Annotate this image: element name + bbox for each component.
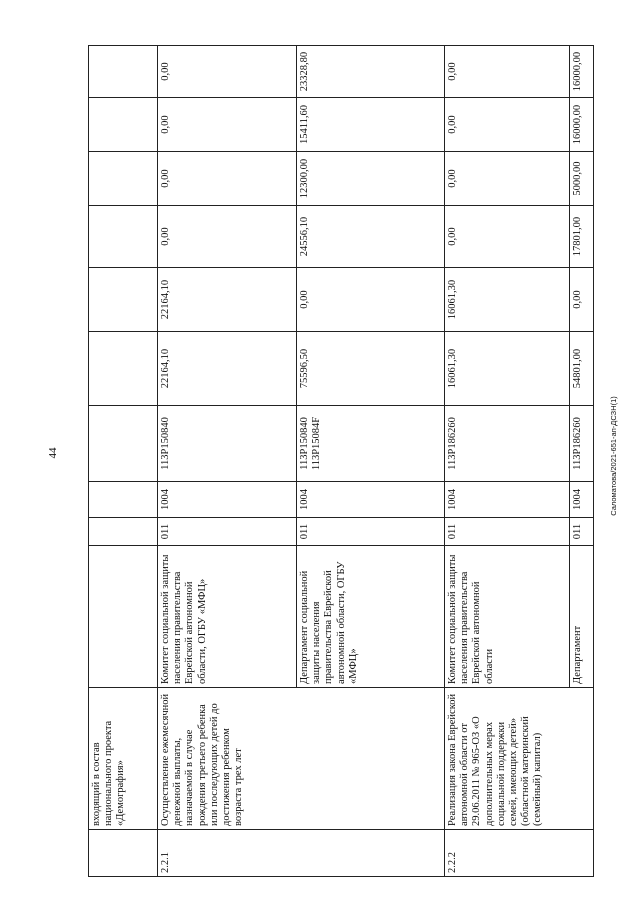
cell-executor: Департамент социальной защиты населения правительства Еврейской автономной области, ОГБУ «МФЦ» — [297, 546, 445, 688]
cell-year-4: 0,00 — [158, 98, 297, 152]
cell-year-4: 16000,00 — [570, 98, 594, 152]
cell-total: 75596,50 — [297, 332, 445, 406]
cell-year-1: 0,00 — [297, 268, 445, 332]
cell-measure-name: Осуществление ежемесячной денежной выплаты, назначаемой в случае рождения третьего ребенка или последующих детей до достижения ребенком возраста трех лет — [158, 688, 445, 830]
cell-rzpr: 1004 — [158, 482, 297, 518]
cell-csr: 113P150840 113P15084F — [297, 406, 445, 482]
cell-grbs: 011 — [158, 518, 297, 546]
cell-num: 2.2.1 — [158, 830, 445, 877]
cell-year-1: 22164,10 — [158, 268, 297, 332]
table-row — [445, 46, 570, 877]
cell-measure-name: Реализация закона Еврейской автономной области от 29.06.2011 № 965-ОЗ «О дополнительных мерах социальной поддержки семей, имеющих детей» (областной материнский (семейный) капитал) — [445, 688, 594, 830]
cell-grbs: 011 — [297, 518, 445, 546]
cell-rzpr — [89, 482, 158, 518]
cell-grbs: 011 — [570, 518, 594, 546]
cell-year-1: 16061,30 — [445, 268, 570, 332]
cell-rzpr: 1004 — [445, 482, 570, 518]
cell-year-3 — [89, 152, 158, 206]
cell-year-2: 0,00 — [158, 206, 297, 268]
cell-year-3: 5000,00 — [570, 152, 594, 206]
cell-year-1 — [89, 268, 158, 332]
cell-total: 54801,00 — [570, 332, 594, 406]
rotated-table-wrapper — [88, 46, 583, 877]
budget-table — [88, 45, 594, 877]
cell-num — [89, 830, 158, 877]
cell-total: 22164,10 — [158, 332, 297, 406]
cell-year-4: 0,00 — [445, 98, 570, 152]
cell-grbs — [89, 518, 158, 546]
cell-csr: 113P186260 — [445, 406, 570, 482]
cell-csr: 113P186260 — [570, 406, 594, 482]
cell-year-4 — [89, 98, 158, 152]
cell-executor: Комитет социальной защиты населения правительства Еврейской автономной области — [445, 546, 570, 688]
cell-year-3: 12300,00 — [297, 152, 445, 206]
cell-num: 2.2.2 — [445, 830, 594, 877]
cell-year-2: 24556,10 — [297, 206, 445, 268]
cell-year-5: 0,00 — [158, 46, 297, 98]
cell-year-4: 15411,60 — [297, 98, 445, 152]
cell-total — [89, 332, 158, 406]
budget-table-container — [88, 46, 583, 877]
cell-year-5: 23328,80 — [297, 46, 445, 98]
cell-rzpr: 1004 — [297, 482, 445, 518]
cell-executor: Комитет социальной защиты населения правительства Еврейской автономной области, ОГБУ «МФЦ» — [158, 546, 297, 688]
document-code: Саломатова/2021-651-ап-ДСЗН(1) — [608, 396, 618, 516]
table-row — [89, 46, 158, 877]
cell-total: 16061,30 — [445, 332, 570, 406]
cell-rzpr: 1004 — [570, 482, 594, 518]
cell-csr — [89, 406, 158, 482]
table-row — [158, 46, 297, 877]
cell-year-3: 0,00 — [158, 152, 297, 206]
cell-grbs: 011 — [445, 518, 570, 546]
cell-year-1: 0,00 — [570, 268, 594, 332]
cell-year-3: 0,00 — [445, 152, 570, 206]
cell-executor: Департамент — [570, 546, 594, 688]
cell-executor — [89, 546, 158, 688]
cell-csr: 113P150840 — [158, 406, 297, 482]
cell-year-2: 0,00 — [445, 206, 570, 268]
cell-year-5 — [89, 46, 158, 98]
page-number: 44 — [47, 447, 59, 459]
cell-year-2 — [89, 206, 158, 268]
cell-year-2: 17801,00 — [570, 206, 594, 268]
cell-year-5: 16000,00 — [570, 46, 594, 98]
cell-continued-name: входящий в состав национального проекта «Демография» — [89, 688, 158, 830]
cell-year-5: 0,00 — [445, 46, 570, 98]
